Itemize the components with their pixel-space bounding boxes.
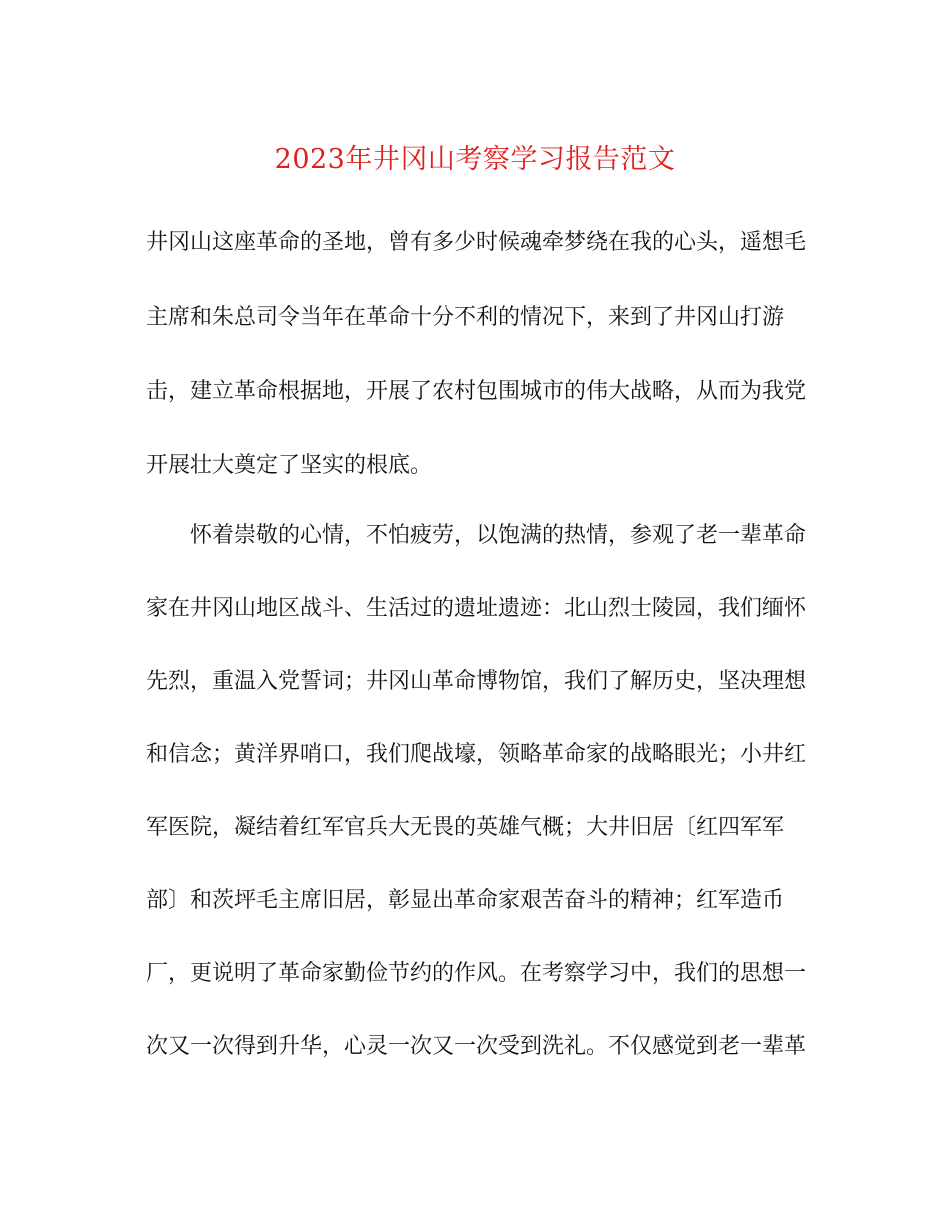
paragraph-line: 怀着崇敬的心情，不怕疲劳，以饱满的热情，参观了老一辈革命 xyxy=(190,523,807,548)
paragraph-line: 厂，更说明了革命家勤俭节约的作风。在考察学习中，我们的思想一 xyxy=(146,961,807,986)
document-title: 2023年井冈山考察学习报告范文 xyxy=(274,144,676,175)
paragraph-line: 主席和朱总司令当年在革命十分不利的情况下，来到了井冈山打游 xyxy=(146,305,785,330)
paragraph-line: 部〕和茨坪毛主席旧居，彰显出革命家艰苦奋斗的精神；红军造币 xyxy=(146,888,785,913)
paragraph-line: 井冈山这座革命的圣地，曾有多少时候魂牵梦绕在我的心头，遥想毛 xyxy=(146,230,807,255)
paragraph-line: 先烈，重温入党誓词；井冈山革命博物馆，我们了解历史，坚决理想 xyxy=(146,669,807,694)
paragraph-line: 家在井冈山地区战斗、生活过的遗址遗迹：北山烈士陵园，我们缅怀 xyxy=(146,596,807,621)
paragraph-line: 和信念；黄洋界哨口，我们爬战壕，领略革命家的战略眼光；小井红 xyxy=(146,742,807,767)
paragraph-line: 击，建立革命根据地，开展了农村包围城市的伟大战略，从而为我党 xyxy=(146,379,807,404)
paragraph-line: 开展壮大奠定了坚实的根底。 xyxy=(146,453,433,478)
paragraph-line: 次又一次得到升华，心灵一次又一次受到洗礼。不仅感觉到老一辈革 xyxy=(146,1034,807,1059)
paragraph-line: 军医院，凝结着红军官兵大无畏的英雄气概；大井旧居〔红四军军 xyxy=(146,815,785,840)
